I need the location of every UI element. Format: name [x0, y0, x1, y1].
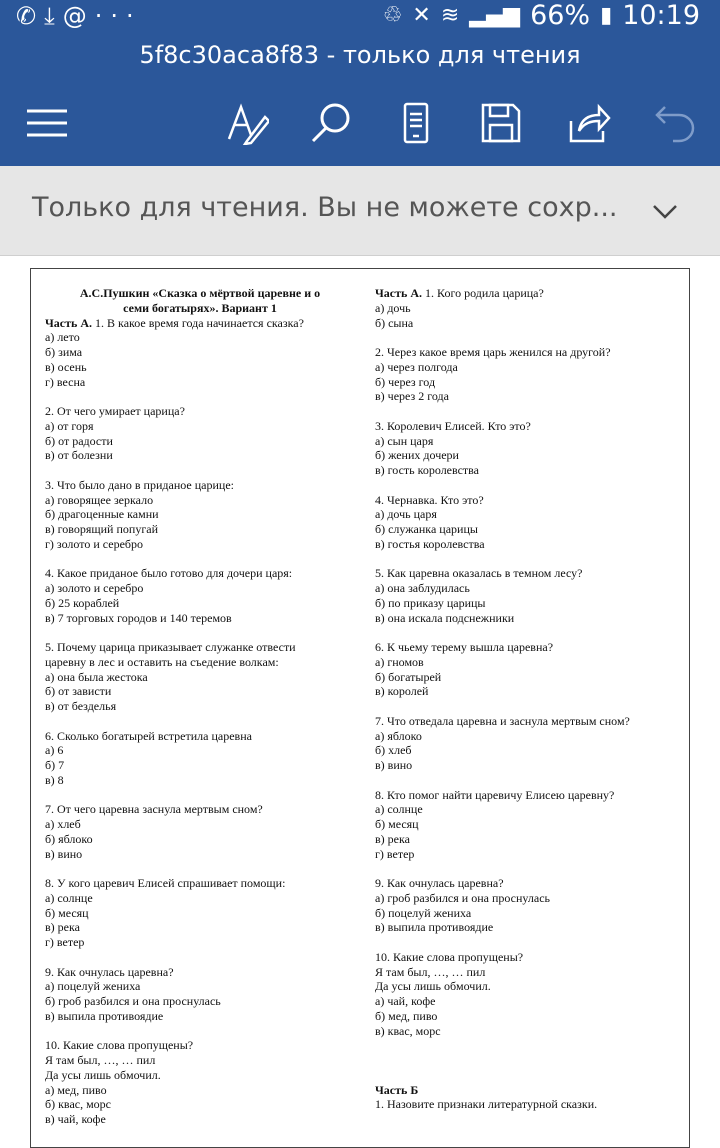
doc-line: в) вино [375, 758, 413, 772]
spacer [45, 861, 355, 876]
doc-line: в) через 2 года [375, 389, 449, 404]
doc-header-line1: А.С.Пушкин «Сказка о мёртвой царевне и о [79, 286, 321, 300]
spacer [375, 1038, 675, 1053]
doc-line: а) она была жестока [45, 669, 148, 684]
doc-line: в) осень [45, 359, 87, 374]
doc-line: а) хлеб [45, 817, 81, 831]
sync-icon: ♲ [382, 3, 403, 28]
spacer [375, 1053, 675, 1068]
doc-line: б) хлеб [375, 743, 412, 758]
doc-line: Да усы лишь обмочил. [375, 979, 491, 994]
doc-line: а) яблоко [375, 728, 422, 743]
doc-line: г) ветер [375, 846, 415, 861]
spacer [45, 463, 355, 478]
toolbar [0, 82, 720, 166]
spacer [375, 773, 675, 788]
doc-line: Я там был, …, … пил [45, 1053, 156, 1067]
doc-line: Я там был, …, … пил [375, 964, 486, 979]
doc-line: в) 7 торговых городов и 140 теремов [45, 610, 232, 625]
document-title: 5f8c30aca8f83 - только для чтения [0, 34, 720, 82]
doc-line: б) поцелуй жениха [375, 905, 472, 920]
doc-line: 9. Как очнулась царевна? [45, 964, 174, 979]
doc-line: в) она искала подснежники [375, 610, 515, 625]
doc-line: а) гроб разбился и она проснулась [375, 890, 551, 905]
doc-line: а) солнце [375, 802, 423, 817]
status-bar [0, 0, 720, 34]
doc-line: г) ветер [45, 935, 85, 949]
doc-line: в) река [375, 831, 410, 846]
whatsapp-icon: ✆ [16, 2, 45, 30]
doc-line: 10. Какие слова пропущены? [375, 949, 524, 964]
mute-icon: ✕ [412, 3, 431, 28]
spacer [375, 552, 675, 567]
doc-line: б) богатырей [375, 669, 442, 684]
doc-line: 2. От чего умирает царица? [45, 404, 185, 418]
part-b-label: Часть Б [375, 1082, 419, 1097]
doc-line: 6. Сколько богатырей встретила царевна [45, 728, 252, 743]
read-only-message: Только для чтения. Вы не можете сохр... [32, 192, 618, 223]
doc-line: в) выпила противоядие [45, 1008, 164, 1023]
doc-line: б) сына [375, 315, 414, 330]
spacer [45, 1024, 355, 1039]
doc-line: в) чай, кофе [45, 1112, 106, 1126]
mobile-view-icon [394, 101, 438, 145]
wifi-icon: ≋ [440, 3, 460, 28]
doc-line: в) гость королевства [375, 463, 480, 477]
doc-line: а) дочь [375, 300, 411, 315]
menu-button[interactable] [24, 100, 70, 146]
doc-line: в) говорящий попугай [45, 522, 158, 536]
doc-line: г) весна [45, 374, 86, 389]
doc-line: б) драгоценные камни [45, 507, 159, 522]
search-icon [309, 101, 353, 145]
more-icon: ··· [94, 2, 142, 30]
menu-icon [25, 101, 69, 145]
save-icon [479, 101, 523, 145]
doc-line: 7. Что отведала царевна и заснула мертвым сном? [375, 713, 630, 728]
part-b-question: 1. Назовите признаки литературной сказки. [375, 1097, 598, 1112]
doc-line: а) поцелуй жениха [45, 979, 141, 994]
doc-line: 8. У кого царевич Елисей спрашивает помощи: [45, 876, 286, 890]
edit-button[interactable] [224, 100, 270, 146]
doc-line: 3. Королевич Елисей. Кто это? [375, 418, 531, 433]
question-text: 1. Кого родила царица? [422, 286, 544, 300]
doc-line: в) от болезни [45, 448, 113, 463]
part-a-label: Часть А. [45, 315, 93, 330]
doc-line: 6. К чьему терему вышла царевна? [375, 640, 554, 654]
doc-line: а) гномов [375, 654, 424, 669]
spacer [45, 625, 355, 640]
doc-line: а) золото и серебро [45, 581, 144, 595]
doc-line: царевну в лес и оставить на съедение волкам: [45, 654, 279, 669]
document-page [30, 268, 690, 1148]
doc-line: в) река [45, 920, 80, 935]
doc-line: Да усы лишь обмочил. [45, 1067, 161, 1082]
at-icon: @ [62, 2, 95, 30]
spacer [375, 699, 675, 714]
chevron-down-icon[interactable] [650, 196, 680, 226]
document-canvas[interactable] [0, 256, 720, 1130]
doc-line: б) от зависти [45, 684, 112, 699]
right-part-a-label: Часть А. [375, 286, 423, 300]
doc-line: а) солнце [45, 890, 93, 905]
doc-header-line2: семи богатырях». Вариант 1 [123, 300, 277, 315]
spacer [45, 714, 355, 729]
notification-icons [16, 2, 142, 30]
spacer [375, 330, 675, 345]
edit-icon [225, 101, 269, 145]
doc-line: 7. От чего царевна заснула мертвым сном? [45, 802, 263, 817]
doc-line: б) зима [45, 345, 83, 359]
left-column [45, 286, 355, 1127]
spacer [375, 625, 675, 640]
doc-line: а) от горя [45, 418, 94, 433]
doc-line: б) от радости [45, 433, 113, 448]
doc-line: в) выпила противоядие [375, 920, 494, 935]
clock: 10:19 [622, 0, 700, 31]
doc-line: 5. Почему царица приказывает служанке отвести [45, 640, 296, 654]
save-button[interactable] [478, 100, 524, 146]
spacer [375, 935, 675, 950]
spacer [375, 861, 675, 876]
doc-line: г) золото и серебро [45, 536, 143, 551]
question-text: 1. В какое время года начинается сказка? [92, 315, 304, 330]
doc-line: а) мед, пиво [45, 1082, 107, 1097]
doc-line: б) служанка царицы [375, 522, 478, 536]
doc-line: в) от безделья [45, 699, 117, 713]
share-button[interactable] [566, 100, 612, 146]
undo-button[interactable] [652, 100, 698, 146]
doc-line: 2. Через какое время царь женился на другой? [375, 345, 611, 359]
doc-line: а) 6 [45, 743, 64, 758]
signal-icon: ▂▄▆ [469, 3, 521, 28]
spacer [45, 950, 355, 965]
doc-line: а) через полгода [375, 359, 458, 374]
doc-line: а) чай, кофе [375, 994, 436, 1008]
doc-line: а) лето [45, 330, 80, 345]
spacer [375, 1068, 675, 1083]
doc-line: в) королей [375, 684, 429, 699]
search-button[interactable] [308, 100, 354, 146]
doc-line: 4. Какое приданое было готово для дочери царя: [45, 566, 293, 581]
doc-line: а) говорящее зеркало [45, 492, 154, 507]
spacer [375, 404, 675, 419]
doc-line: б) по приказу царицы [375, 595, 486, 610]
read-only-banner[interactable] [0, 166, 720, 256]
doc-line: 4. Чернавка. Кто это? [375, 492, 484, 507]
spacer [45, 788, 355, 803]
part-a-first-question [45, 316, 355, 331]
mobile-view-button[interactable] [393, 100, 439, 146]
doc-line: 10. Какие слова пропущены? [45, 1038, 194, 1053]
doc-line: б) 25 кораблей [45, 595, 120, 610]
doc-line: а) дочь царя [375, 507, 437, 522]
battery-icon: ▮ [600, 3, 613, 28]
doc-line: 5. Как царевна оказалась в темном лесу? [375, 566, 583, 581]
system-icons [383, 0, 700, 31]
spacer [375, 478, 675, 493]
undo-icon [653, 101, 697, 145]
doc-line: б) мед, пиво [375, 1008, 438, 1023]
spacer [45, 389, 355, 404]
right-column [375, 286, 675, 1112]
right-part-a-first-question [375, 286, 675, 301]
doc-line: б) 7 [45, 758, 65, 772]
battery-level: 66% [530, 0, 591, 31]
doc-line: в) квас, морс [375, 1023, 441, 1038]
doc-line: б) яблоко [45, 831, 93, 846]
doc-line: в) вино [45, 846, 83, 861]
doc-line: 3. Что было дано в приданое царице: [45, 477, 234, 492]
download-icon: ⤓ [44, 2, 63, 30]
doc-line: б) жених дочери [375, 448, 459, 463]
doc-line: б) месяц [375, 817, 419, 831]
doc-line: 9. Как очнулась царевна? [375, 876, 504, 890]
doc-line: б) через год [375, 374, 436, 389]
spacer [45, 552, 355, 567]
doc-line: б) гроб разбился и она проснулась [45, 994, 221, 1008]
doc-line: а) она заблудилась [375, 581, 470, 595]
doc-line: а) сын царя [375, 433, 434, 448]
doc-line: б) квас, морс [45, 1097, 112, 1112]
doc-line: б) месяц [45, 905, 89, 920]
doc-line: в) гостья королевства [375, 536, 485, 551]
doc-line: в) 8 [45, 772, 64, 787]
share-icon [567, 101, 611, 145]
doc-line: 8. Кто помог найти царевичу Елисею царевну? [375, 787, 615, 802]
